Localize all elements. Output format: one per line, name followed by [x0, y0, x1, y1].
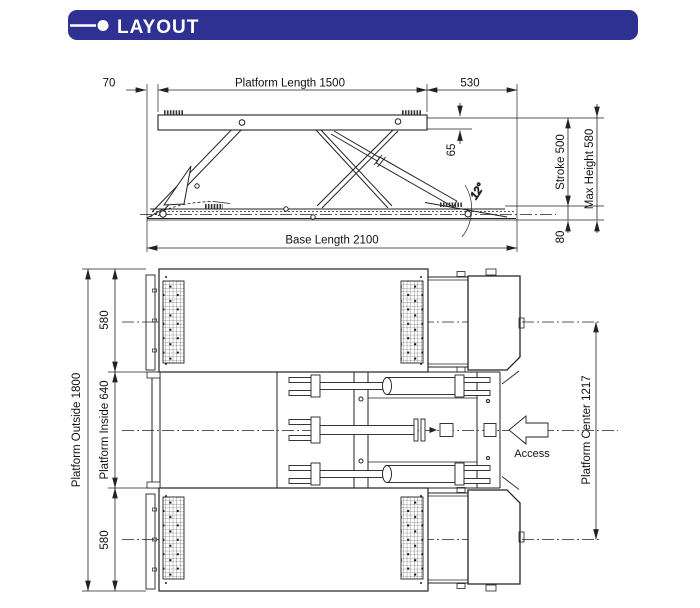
dim-max-height: Max Height 580 [584, 128, 596, 210]
dim-platform-length: Platform Length 1500 [235, 77, 345, 90]
dim-right-offset: 530 [460, 77, 480, 90]
dim-min-height: 80 [555, 230, 567, 244]
side-right-ramp [425, 203, 507, 218]
plan-platform-front [146, 269, 428, 372]
dim-platform-width-rear: 580 [99, 530, 111, 550]
side-view [103, 78, 604, 253]
access-annotation [509, 416, 550, 460]
access-label: Access [514, 448, 550, 460]
plan-extension-lines [82, 269, 152, 591]
ramp-angle-label: 12° [468, 181, 488, 202]
hydraulic-cylinder [331, 131, 457, 207]
side-extension-lines [147, 84, 604, 252]
side-dimensions [126, 90, 597, 248]
plan-cylinder-rear [289, 463, 490, 485]
plan-ramp-front [428, 269, 524, 372]
dim-platform-inside: Platform Inside 640 [99, 380, 111, 480]
dim-platform-width-front: 580 [99, 310, 111, 330]
dim-left-offset: 70 [102, 77, 116, 90]
side-platform [158, 115, 427, 130]
side-dimension-labels [103, 78, 596, 247]
dim-platform-outside: Platform Outside 1800 [71, 372, 83, 488]
plan-center-axle [289, 417, 496, 443]
plan-view [71, 269, 618, 591]
access-arrow-icon [509, 416, 548, 444]
layout-header [68, 10, 638, 40]
scissor-arms [152, 121, 398, 216]
dim-stroke: Stroke 500 [555, 134, 567, 190]
page-title: LAYOUT [117, 17, 200, 38]
header-bullet-icon [98, 20, 109, 31]
dim-base-length: Base Length 2100 [285, 234, 379, 247]
plan-platform-rear [146, 488, 428, 591]
plan-cylinder-front [289, 375, 490, 397]
dim-platform-center: Platform Center 1217 [581, 375, 593, 485]
dim-profile-height: 65 [446, 143, 458, 157]
lift-base [140, 202, 556, 219]
